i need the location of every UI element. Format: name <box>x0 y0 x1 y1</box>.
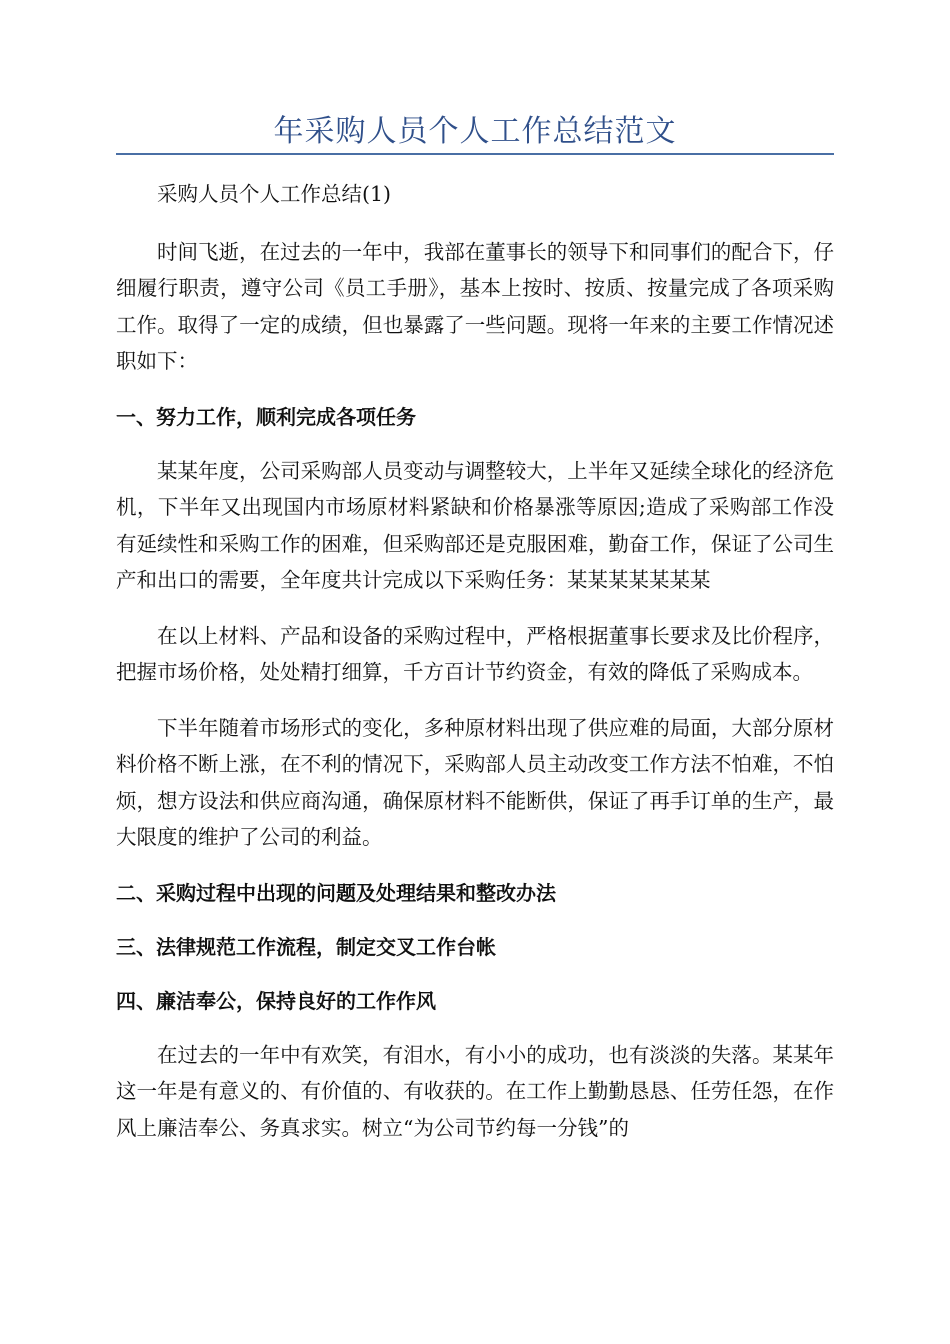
document-body <box>116 176 834 1165</box>
section-heading-4: 四、廉洁奉公，保持良好的工作作风 <box>116 988 436 1013</box>
subtitle-paragraph: 采购人员个人工作总结(1) <box>157 182 392 206</box>
intro-paragraph: 时间飞逝，在过去的一年中，我部在董事长的领导下和同事们的配合下，仔细履行职责，遵守公司《员工手册》，基本上按时、按质、按量完成了各项采购工作。取得了一定的成绩，但也暴露了一些问题。现将一年来的主要工作情况述职如下： <box>116 239 834 373</box>
section-heading-1: 一、努力工作，顺利完成各项任务 <box>116 404 416 429</box>
section-1-paragraph-2: 在以上材料、产品和设备的采购过程中，严格根据董事长要求及比价程序，把握市场价格，处处精打细算，千方百计节约资金，有效的降低了采购成本。 <box>116 623 834 684</box>
section-heading-2: 二、采购过程中出现的问题及处理结果和整改办法 <box>116 880 556 905</box>
section-4-paragraph-1: 在过去的一年中有欢笑，有泪水，有小小的成功，也有淡淡的失落。某某年这一年是有意义的、有价值的、有收获的。在工作上勤勤恳恳、任劳任怨，在作风上廉洁奉公、务真求实。树立“为公司节约每一分钱”的 <box>116 1042 834 1140</box>
section-1-paragraph-1: 某某年度，公司采购部人员变动与调整较大，上半年又延续全球化的经济危机，下半年又出现国内市场原材料紧缺和价格暴涨等原因;造成了采购部工作没有延续性和采购工作的困难，但采购部还是克服困难，勤奋工作，保证了公司生产和出口的需要，全年度共计完成以下采购任务：某某某某某某某 <box>116 458 834 592</box>
section-1-paragraph-3: 下半年随着市场形式的变化，多种原材料出现了供应难的局面，大部分原材料价格不断上涨，在不利的情况下，采购部人员主动改变工作方法不怕难，不怕烦，想方设法和供应商沟通，确保原材料不能断供，保证了再手订单的生产，最大限度的维护了公司的利益。 <box>116 715 834 849</box>
section-heading-3: 三、法律规范工作流程，制定交叉工作台帐 <box>116 934 496 959</box>
document-title: 年采购人员个人工作总结范文 <box>273 114 677 149</box>
title-underline <box>116 153 834 155</box>
